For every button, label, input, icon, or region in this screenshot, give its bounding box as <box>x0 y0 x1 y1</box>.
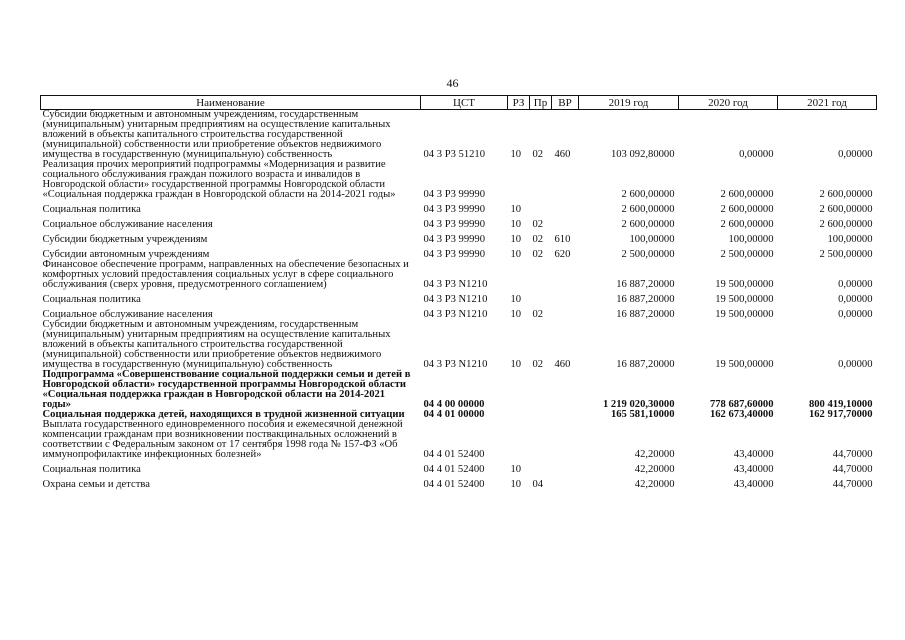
table-row <box>41 245 877 260</box>
row-2019: 2 600,00000 <box>621 219 675 230</box>
table-row <box>41 460 877 475</box>
row-name: Охрана семьи и детства <box>42 479 150 490</box>
row-2020: 43,40000 <box>733 449 774 460</box>
table-row <box>41 290 877 305</box>
row-2021: 44,70000 <box>832 449 873 460</box>
row-name: Социальная политика <box>42 464 141 475</box>
row-2019: 2 500,00000 <box>621 249 675 260</box>
row-name: Субсидии бюджетным и автономным учреждениям, государственным (муниципальным) унитарным предприятиям на осуществление капитальных вложений в объекты капитального строительства государственной (муниципальной) собственности или приобретение объектов недвижимого имущества в государственную (муниципальную) собственность <box>42 109 391 160</box>
row-2019: 42,20000 <box>634 479 675 490</box>
row-cst: 04 4 01 00000 <box>423 409 485 420</box>
row-pr: 02 <box>532 359 544 370</box>
row-cst: 04 3 Р3 N1210 <box>423 359 488 370</box>
row-cst: 04 3 Р3 N1210 <box>423 279 488 290</box>
row-name: Социальное обслуживание населения <box>42 309 213 320</box>
row-2019: 16 887,20000 <box>616 294 675 305</box>
row-vr <box>552 420 579 460</box>
row-2020: 19 500,00000 <box>715 309 774 320</box>
row-2019: 42,20000 <box>634 464 675 475</box>
row-rz: 10 <box>510 464 522 475</box>
row-name: Финансовое обеспечение программ, направленных на обеспечение безопасных и комфортных условий предоставления социальных услуг в сфере социального обслуживания (сверх уровня, предусмотренного соглашением) <box>42 259 409 290</box>
row-2021: 0,00000 <box>838 279 873 290</box>
row-2019: 42,20000 <box>634 449 675 460</box>
row-2021: 100,00000 <box>827 234 873 245</box>
row-2020: 43,40000 <box>733 464 774 475</box>
row-pr <box>530 370 552 410</box>
row-2021: 44,70000 <box>832 464 873 475</box>
row-vr <box>552 410 579 420</box>
row-pr <box>530 200 552 215</box>
row-2020: 778 687,60000 <box>709 399 774 410</box>
row-2019: 103 092,80000 <box>610 149 675 160</box>
row-2020: 2 500,00000 <box>720 249 774 260</box>
row-2021: 0,00000 <box>838 309 873 320</box>
row-2020: 100,00000 <box>728 234 774 245</box>
row-2021: 800 419,10000 <box>808 399 873 410</box>
row-pr: 02 <box>532 249 544 260</box>
row-vr <box>552 460 579 475</box>
table-row <box>41 200 877 215</box>
row-rz: 10 <box>510 234 522 245</box>
row-2019: 16 887,20000 <box>616 279 675 290</box>
row-vr <box>552 370 579 410</box>
row-name: Социальная политика <box>42 204 141 215</box>
row-2021: 0,00000 <box>838 294 873 305</box>
row-pr <box>530 160 552 200</box>
row-2020: 19 500,00000 <box>715 294 774 305</box>
row-2020: 2 600,00000 <box>720 189 774 200</box>
row-2021: 2 600,00000 <box>819 204 873 215</box>
row-2020: 19 500,00000 <box>715 359 774 370</box>
table-row <box>41 475 877 490</box>
row-pr: 02 <box>532 309 544 320</box>
row-2020: 0,00000 <box>739 149 774 160</box>
row-2020: 2 600,00000 <box>720 219 774 230</box>
table-row <box>41 160 877 200</box>
row-cst: 04 4 01 52400 <box>423 479 485 490</box>
row-2021: 162 917,70000 <box>808 409 873 420</box>
row-name: Социальное обслуживание населения <box>42 219 213 230</box>
row-rz: 10 <box>510 149 522 160</box>
row-pr: 02 <box>532 219 544 230</box>
row-name: Субсидии бюджетным учреждениям <box>42 234 208 245</box>
row-2021: 0,00000 <box>838 359 873 370</box>
row-2021: 2 500,00000 <box>819 249 873 260</box>
row-rz: 10 <box>510 479 522 490</box>
row-pr <box>530 290 552 305</box>
row-cst: 04 3 Р3 99990 <box>423 219 486 230</box>
row-2019: 2 600,00000 <box>621 189 675 200</box>
row-pr <box>530 410 552 420</box>
header-2020: 2020 год <box>679 96 778 110</box>
row-2019: 2 600,00000 <box>621 204 675 215</box>
row-2021: 0,00000 <box>838 149 873 160</box>
header-rz: РЗ <box>508 96 530 110</box>
row-name: Подпрограмма «Совершенствование социальной поддержки семьи и детей в Новгородской области» государственной программы Новгородской области «Социальная поддержка граждан в Новгородской области на 2014-2021 годы» <box>42 369 411 410</box>
row-vr <box>552 160 579 200</box>
row-cst: 04 4 01 52400 <box>423 449 485 460</box>
header-cst: ЦСТ <box>421 96 508 110</box>
row-pr <box>530 260 552 290</box>
row-cst: 04 3 Р3 N1210 <box>423 294 488 305</box>
row-pr: 04 <box>532 479 544 490</box>
row-vr <box>552 200 579 215</box>
row-vr <box>552 475 579 490</box>
row-2020: 43,40000 <box>733 479 774 490</box>
row-2021: 2 600,00000 <box>819 219 873 230</box>
header-2021: 2021 год <box>778 96 877 110</box>
table-row <box>41 370 877 410</box>
row-rz <box>508 370 530 410</box>
table-header-row <box>41 96 877 110</box>
row-pr: 02 <box>532 149 544 160</box>
table-row <box>41 420 877 460</box>
header-pr: Пр <box>530 96 552 110</box>
row-vr <box>552 215 579 230</box>
row-cst: 04 3 Р3 99990 <box>423 234 486 245</box>
row-2019: 165 581,10000 <box>610 409 675 420</box>
row-vr <box>552 305 579 320</box>
row-cst: 04 4 01 52400 <box>423 464 485 475</box>
row-name: Социальная политика <box>42 294 141 305</box>
row-rz: 10 <box>510 294 522 305</box>
row-vr: 620 <box>554 249 571 260</box>
row-vr: 460 <box>554 359 571 370</box>
row-2019: 100,00000 <box>629 234 675 245</box>
row-rz <box>508 410 530 420</box>
row-2020: 162 673,40000 <box>709 409 774 420</box>
row-cst: 04 3 Р3 N1210 <box>423 309 488 320</box>
row-cst: 04 3 Р3 99990 <box>423 189 486 200</box>
row-rz: 10 <box>510 204 522 215</box>
table-row <box>41 215 877 230</box>
row-2019: 16 887,20000 <box>616 309 675 320</box>
table-row <box>41 230 877 245</box>
row-pr: 02 <box>532 234 544 245</box>
row-rz: 10 <box>510 249 522 260</box>
row-name: Реализация прочих мероприятий подпрограммы «Модернизация и развитие социального обслуживания граждан пожилого возраста и инвалидов в Новгородской области» государственной программы Новгородской области «Социальная поддержка граждан в Новгородской области на 2014-2021 годы» <box>42 159 396 200</box>
row-vr <box>552 290 579 305</box>
row-cst: 04 3 Р3 51210 <box>423 149 486 160</box>
row-cst: 04 3 Р3 99990 <box>423 204 486 215</box>
row-2021: 2 600,00000 <box>819 189 873 200</box>
row-name: Субсидии автономным учреждениям <box>42 249 210 260</box>
row-vr: 610 <box>554 234 571 245</box>
header-vr: ВР <box>552 96 579 110</box>
row-name: Субсидии бюджетным и автономным учреждениям, государственным (муниципальным) унитарным предприятиям на осуществление капитальных вложений в объекты капитального строительства государственной (муниципальной) собственности или приобретение объектов недвижимого имущества в государственную (муниципальную) собственность <box>42 319 391 370</box>
row-2020: 2 600,00000 <box>720 204 774 215</box>
row-rz <box>508 260 530 290</box>
budget-table <box>40 95 877 490</box>
header-name: Наименование <box>41 96 421 110</box>
row-pr <box>530 420 552 460</box>
row-cst: 04 3 Р3 99990 <box>423 249 486 260</box>
row-rz: 10 <box>510 219 522 230</box>
row-2021: 44,70000 <box>832 479 873 490</box>
row-name: Социальная поддержка детей, находящихся в трудной жизненной ситуации <box>42 409 405 420</box>
row-name: Выплата государственного единовременного пособия и ежемесячной денежной компенсации гражданам при возникновении поствакцинальных осложнений в соответствии с Федеральным законом от 17 сентября 1998 года № 157-ФЗ «Об иммунопрофилактике инфекционных болезней» <box>42 419 403 460</box>
row-2019: 16 887,20000 <box>616 359 675 370</box>
header-2019: 2019 год <box>579 96 679 110</box>
row-2020: 19 500,00000 <box>715 279 774 290</box>
table-row <box>41 305 877 320</box>
table-row <box>41 260 877 290</box>
row-rz <box>508 160 530 200</box>
row-rz: 10 <box>510 359 522 370</box>
page-number: 46 <box>446 76 459 90</box>
row-rz: 10 <box>510 309 522 320</box>
table-row <box>41 320 877 370</box>
row-vr: 460 <box>554 149 571 160</box>
table-row <box>41 110 877 161</box>
row-cst: 04 4 00 00000 <box>423 399 485 410</box>
row-rz <box>508 420 530 460</box>
row-pr <box>530 460 552 475</box>
row-2019: 1 219 020,30000 <box>602 399 675 410</box>
row-vr <box>552 260 579 290</box>
